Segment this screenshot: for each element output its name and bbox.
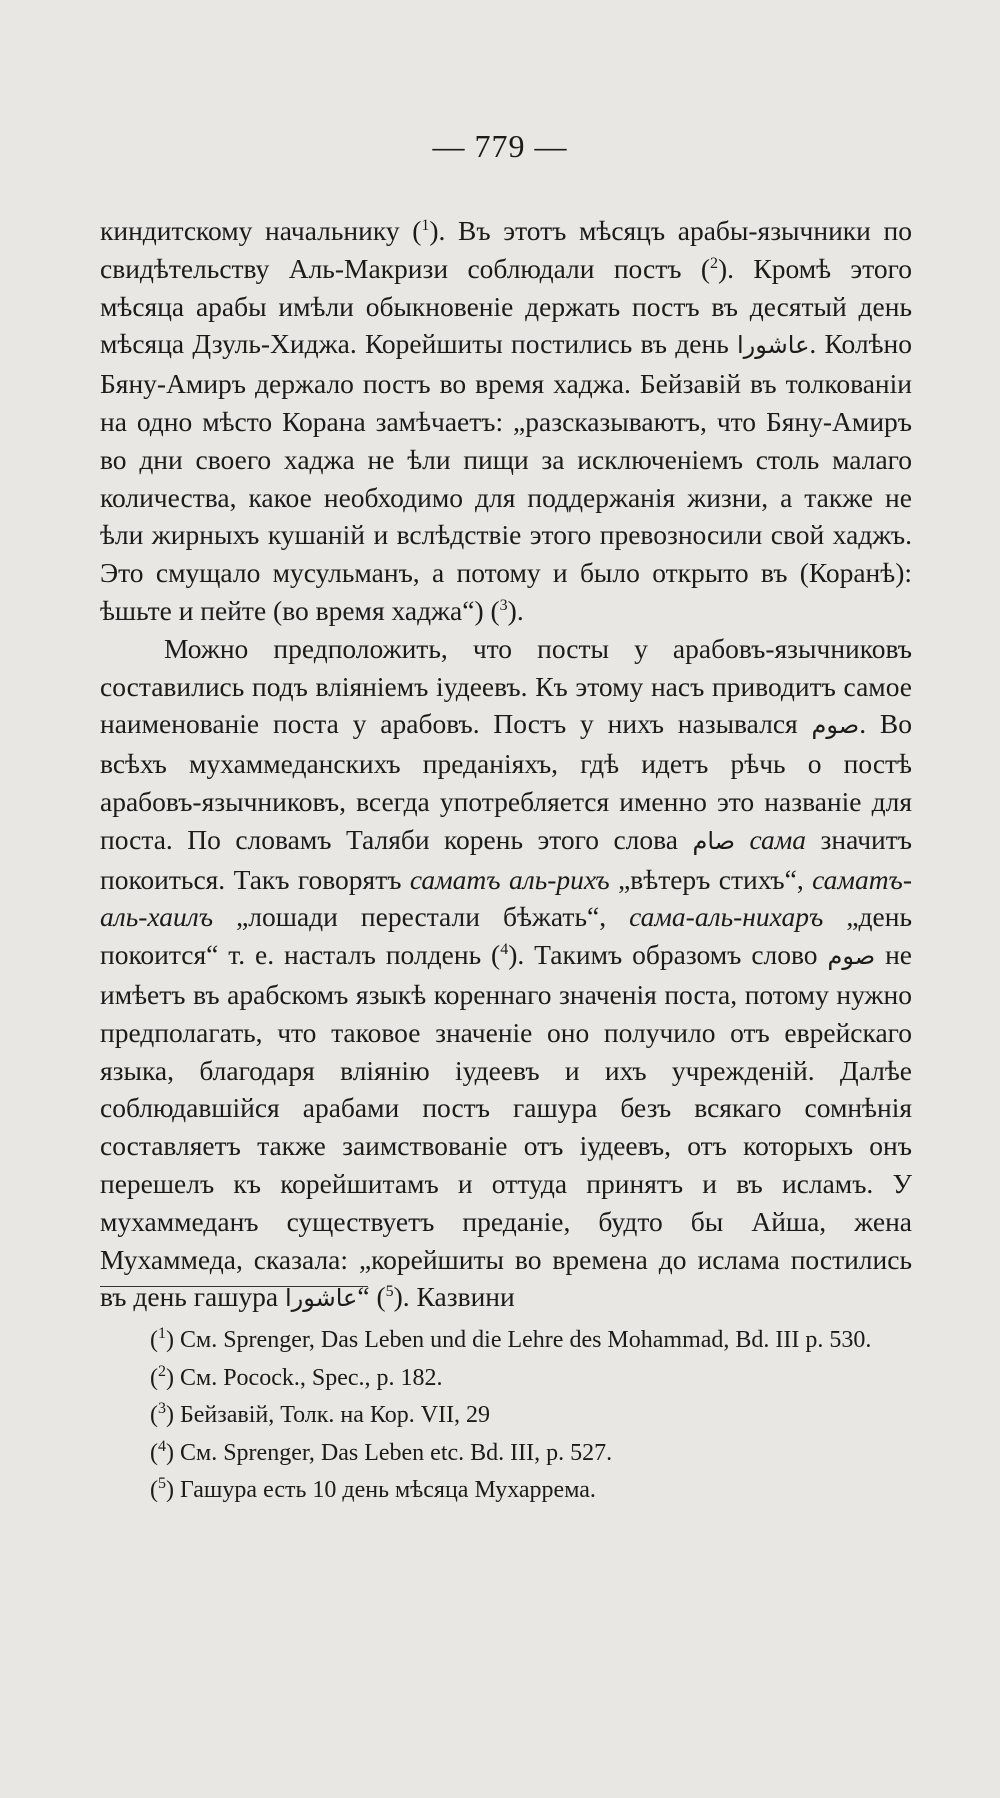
arabic-word: عاشورا bbox=[736, 331, 810, 360]
text-run: ). Казвини bbox=[393, 1281, 515, 1313]
text-run: значитъ покоиться. Такъ говорятъ bbox=[100, 823, 912, 895]
text-run: Можно предположить, что посты у арабовъ-язычниковъ составились подъ вліяніемъ іудеевъ. Къ этому насъ приводитъ самое наименованіе поста у арабовъ. Постъ у нихъ назывался bbox=[100, 632, 912, 740]
text-run: „день покоится“ т. е. насталъ полдень ( bbox=[100, 901, 912, 971]
main-text bbox=[100, 212, 912, 1318]
arabic-word: صوم bbox=[827, 942, 876, 971]
text-run: . Колѣно Бяну-Амиръ держало постъ во время хаджа. Бейзавій въ толкованіи на одно мѣсто Корана замѣчаетъ: „разсказываютъ, что Бяну-Амиръ во дни своего хаджа не ѣли пищи за исключеніемъ столь малаго количества, какое необходимо для поддержанія жизни, а также не ѣли жирныхъ кушаній и вслѣдствіе этого превозносили свой хаджъ. Это смущало мусульманъ, а потому и было открыто въ (Коранѣ): ѣшьте и пейте (во время хаджа“) ( bbox=[100, 328, 912, 626]
footnote: ($^4$) См. Sprenger, Das Leben etc. Bd. III, p. 527. bbox=[150, 1437, 613, 1466]
arabic-word: صوم bbox=[811, 711, 860, 740]
footnote-ref: 2 bbox=[709, 254, 718, 272]
paragraph bbox=[100, 212, 912, 630]
text-run: ). Такимъ образомъ слово bbox=[508, 939, 828, 971]
text-run: ). Кромѣ этого мѣсяца арабы имѣли обыкновеніе держать постъ въ десятый день мѣсяца Дзуль-Хиджа. Корейшиты постились въ день bbox=[100, 252, 912, 360]
footnote-ref: 3 bbox=[499, 596, 508, 614]
arabic-word: صام bbox=[692, 826, 736, 855]
text-run: не имѣетъ въ арабскомъ языкѣ кореннаго значенія поста, потому нужно предполагать, что таковое значеніе оно получило отъ еврейскаго языка, благодаря вліянію іудеевъ и ихъ учрежденій. Далѣе соблюдавшійся арабами постъ гашура безъ всякаго сомнѣнія составляетъ также заимствованіе отъ іудеевъ, отъ которыхъ онъ перешелъ къ корейшитамъ и оттуда принятъ и въ исламъ. У мухаммеданъ существуетъ преданіе, будто бы Айша, жена Мухаммеда, сказала: „корейшиты во времена до ислама постились въ день гашура bbox=[100, 939, 912, 1313]
text-run: киндитскому начальнику ( bbox=[100, 215, 422, 246]
text-run bbox=[735, 824, 749, 855]
italic-term: саматъ-аль-хаилъ bbox=[100, 863, 912, 933]
footnote-ref: 1 bbox=[421, 216, 430, 234]
italic-term: сама-аль-нихаръ bbox=[629, 901, 824, 933]
text-run: “ ( bbox=[357, 1281, 386, 1313]
text-run: „вѣтеръ стихъ“, bbox=[609, 863, 813, 895]
footnote: ($^1$) См. Sprenger, Das Leben und die Lehre des Mohammad, Bd. III p. 530. bbox=[150, 1325, 872, 1353]
italic-term: сама bbox=[749, 823, 807, 855]
arabic-word: عاشورا bbox=[284, 1284, 358, 1313]
footnote-divider bbox=[100, 1286, 368, 1287]
text-run: . Во всѣхъ мухаммеданскихъ преданіяхъ, гдѣ идетъ рѣчь о постѣ арабовъ-язычниковъ, всегда употребляется именно это названіе для поста. По словамъ Таляби корень этого слова bbox=[100, 708, 912, 855]
text-run: ). bbox=[507, 594, 524, 626]
text-run: ). Въ этотъ мѣсяцъ арабы-язычники по свидѣтельству Аль-Макризи соблюдали постъ ( bbox=[100, 215, 912, 284]
paragraph bbox=[100, 630, 912, 1318]
footnote: ($^5$) Гашура есть 10 день мѣсяца Мухаррема. bbox=[150, 1475, 596, 1503]
text-run: „лошади перестали бѣжать“, bbox=[213, 901, 630, 933]
footnotes bbox=[100, 1322, 912, 1510]
footnote: ($^3$) Бейзавій, Толк. на Кор. VII, 29 bbox=[150, 1400, 491, 1428]
footnote-ref: 4 bbox=[500, 940, 509, 958]
page-number: — 779 — bbox=[432, 128, 568, 164]
italic-term: саматъ аль-рихъ bbox=[409, 863, 610, 895]
footnote: ($^2$) См. Pocock., Spec., p. 182. bbox=[150, 1362, 443, 1391]
footnote-ref: 5 bbox=[385, 1283, 394, 1301]
